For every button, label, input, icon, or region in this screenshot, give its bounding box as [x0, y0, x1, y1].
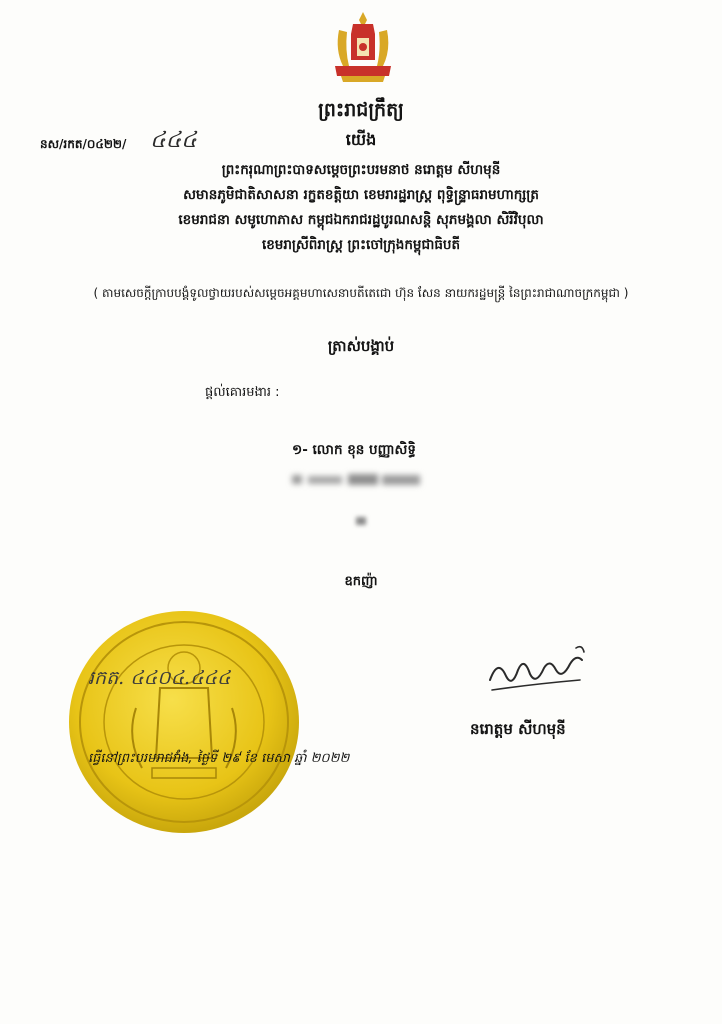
royal-gold-seal: [66, 608, 302, 836]
reference-label: នស/រកត/០៤២២/: [40, 137, 127, 151]
redacted-recipient-2: [292, 472, 422, 488]
title-conferred: ឧកញ៉ា: [344, 574, 378, 589]
upon-request-note: ( តាមសេចក្តីក្រាបបង្គំទូលថ្វាយរបស់សម្តេចអគ្គមហាសេនាបតីតេជោ ហ៊ុន សែន នាយករដ្ឋមន្ត្រី នៃព្រះរាជាណាចក្រកម្ពុជា ): [93, 286, 629, 300]
signatory-name: នរោត្តម សីហមុនី: [470, 720, 566, 738]
award-label: ផ្តល់គោរមងារ :: [205, 385, 280, 400]
king-title-line-4: ខេមរាស្រីពិរាស្ត្រ ព្រះចៅក្រុងកម្ពុជាធិបតី: [261, 237, 461, 253]
reference-number: ៤៤៤: [150, 128, 197, 153]
seal-reference-number: រកត. ៤៤០៤.៤៤៤: [88, 667, 231, 689]
king-title-line-1: ព្រះករុណាព្រះបាទសម្តេចព្រះបរមនាថ នរោត្តម សីហមុនី: [221, 162, 501, 178]
king-title-line-3: ខេមរាជនា សមូហោភាស កម្ពុជឯករាជរដ្ឋបូរណសន្តិ សុភមង្គលា សិរីវិបុលា: [178, 212, 544, 228]
king-title-line-2: សមានភូមិជាតិសាសនា រក្ខតខត្តិយា ខេមរារដ្ឋរាស្ត្រ ពុទ្ធិន្ទ្រាធរាមហាក្សត្រ: [183, 187, 539, 203]
decree-heading: ត្រាស់បង្គាប់: [327, 337, 395, 355]
we-heading: យើង: [345, 130, 377, 149]
recipient-1: ១- លោក ខុន បញ្ញាសិទ្ធិ: [292, 442, 416, 458]
royal-signature: [484, 640, 594, 700]
decree-title: ព្រះរាជក្រឹត្យ: [318, 99, 404, 121]
royal-arms-emblem: [331, 10, 395, 84]
date-line: ធ្វើនៅព្រះបរមរាជវាំង, ថ្ងៃទី ២៩ ខែ មេសា ឆ្នាំ ២០២២: [88, 751, 350, 766]
redacted-mark: [354, 515, 368, 527]
